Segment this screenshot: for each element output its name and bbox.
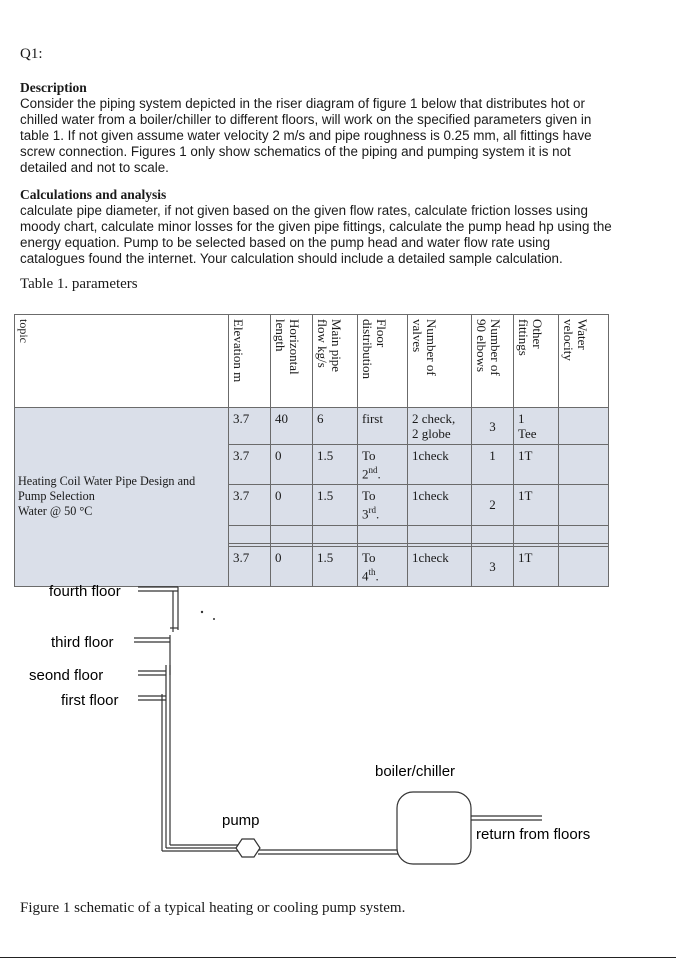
question-number: Q1:: [20, 46, 43, 62]
cell-elbows: 3: [472, 408, 514, 445]
cell-elevation: 3.7: [229, 408, 271, 445]
cell-floor: first: [358, 408, 408, 445]
header-main-pipe-flow: Main pipe flow kg/s: [313, 315, 358, 408]
cell-elbows: 2: [472, 485, 514, 525]
description-line: detailed and not to scale.: [20, 160, 169, 175]
riser-diagram: [0, 570, 676, 900]
header-topic: topic: [15, 315, 229, 408]
cell-floor: To 4th.: [358, 546, 408, 586]
cell-elevation: 3.7: [229, 485, 271, 525]
cell-floor: To 2nd.: [358, 445, 408, 485]
bottom-divider: [0, 957, 676, 958]
label-fourth-floor: fourth floor: [49, 583, 121, 600]
cell-flow: 1.5: [313, 485, 358, 525]
label-pump: pump: [222, 812, 260, 829]
description-line: Consider the piping system depicted in the riser diagram of figure 1 below that distributes hot or: [20, 96, 585, 111]
figure-caption: Figure 1 schematic of a typical heating or cooling pump system.: [20, 900, 406, 916]
label-boiler-chiller: boiler/chiller: [375, 763, 456, 780]
description-line: screw connection. Figures 1 only show schematics of the piping and pumping system it is not: [20, 144, 571, 159]
description-heading: Description: [20, 80, 87, 95]
topic-cell: Heating Coil Water Pipe Design and Pump Selection Water @ 50 °C: [15, 408, 229, 587]
cell-velocity: [559, 445, 609, 485]
dot-mark: [213, 618, 215, 620]
cell-flow: 6: [313, 408, 358, 445]
header-floor-distribution: Floor distribution: [358, 315, 408, 408]
header-elevation: Elevation m: [229, 315, 271, 408]
label-return-from-floors: return from floors: [476, 826, 591, 843]
piping: [134, 587, 542, 854]
cell-horizontal: 0: [271, 445, 313, 485]
label-third-floor: third floor: [51, 634, 114, 651]
calculations-line: moody chart, calculate minor losses for the given pipe fittings, calculate the pump head hp using the: [20, 219, 612, 234]
label-first-floor: first floor: [61, 692, 119, 709]
cell-horizontal: 0: [271, 485, 313, 525]
cell-valves: 1check: [408, 485, 472, 525]
calculations-line: catalogues found the internet. Your calculation should include a detailed sample calculation.: [20, 251, 563, 266]
calculations-paragraph: [20, 203, 612, 267]
table-header-row: [15, 315, 609, 408]
header-water-velocity: Water velocity: [559, 315, 609, 408]
description-paragraph: [20, 96, 592, 176]
cell-valves: 1check: [408, 546, 472, 586]
cell-horizontal: 40: [271, 408, 313, 445]
label-second-floor: seond floor: [29, 667, 104, 684]
header-number-of-valves: Number of valves: [408, 315, 472, 408]
boiler-chiller-icon: [397, 792, 471, 864]
cell-flow: 1.5: [313, 546, 358, 586]
cell-horizontal: 0: [271, 546, 313, 586]
parameters-table: [14, 314, 609, 587]
header-other-fittings: Other fittings: [514, 315, 559, 408]
cell-valves: 2 check, 2 globe: [408, 408, 472, 445]
cell-flow: 1.5: [313, 445, 358, 485]
pump-icon: [236, 839, 260, 857]
cell-elbows: 1: [472, 445, 514, 485]
cell-elevation: 3.7: [229, 445, 271, 485]
table-row: [15, 408, 609, 445]
header-number-of-elbows: Number of 90 elbows: [472, 315, 514, 408]
cell-fittings: 1T: [514, 445, 559, 485]
cell-fittings: 1T: [514, 485, 559, 525]
cell-valves: 1check: [408, 445, 472, 485]
dot-mark: [201, 611, 203, 613]
cell-velocity: [559, 408, 609, 445]
description-line: table 1. If not given assume water velocity 2 m/s and pipe roughness is 0.25 mm, all fittings have: [20, 128, 592, 143]
calculations-heading: Calculations and analysis: [20, 187, 167, 202]
calculations-line: calculate pipe diameter, if not given based on the given flow rates, calculate friction losses using: [20, 203, 588, 218]
cell-fittings: 1T: [514, 546, 559, 586]
calculations-line: energy equation. Pump to be selected based on the pump head and water flow rate using: [20, 235, 551, 250]
table-title: Table 1. parameters: [20, 276, 138, 292]
cell-elbows: 3: [472, 546, 514, 586]
cell-velocity: [559, 485, 609, 525]
header-horizontal-length: Horizontal length: [271, 315, 313, 408]
cell-floor: To 3rd.: [358, 485, 408, 525]
cell-elevation: 3.7: [229, 546, 271, 586]
description-line: chilled water from a boiler/chiller to different floors, will work on the specified parameters given in: [20, 112, 592, 127]
cell-fittings: 1 Tee: [514, 408, 559, 445]
